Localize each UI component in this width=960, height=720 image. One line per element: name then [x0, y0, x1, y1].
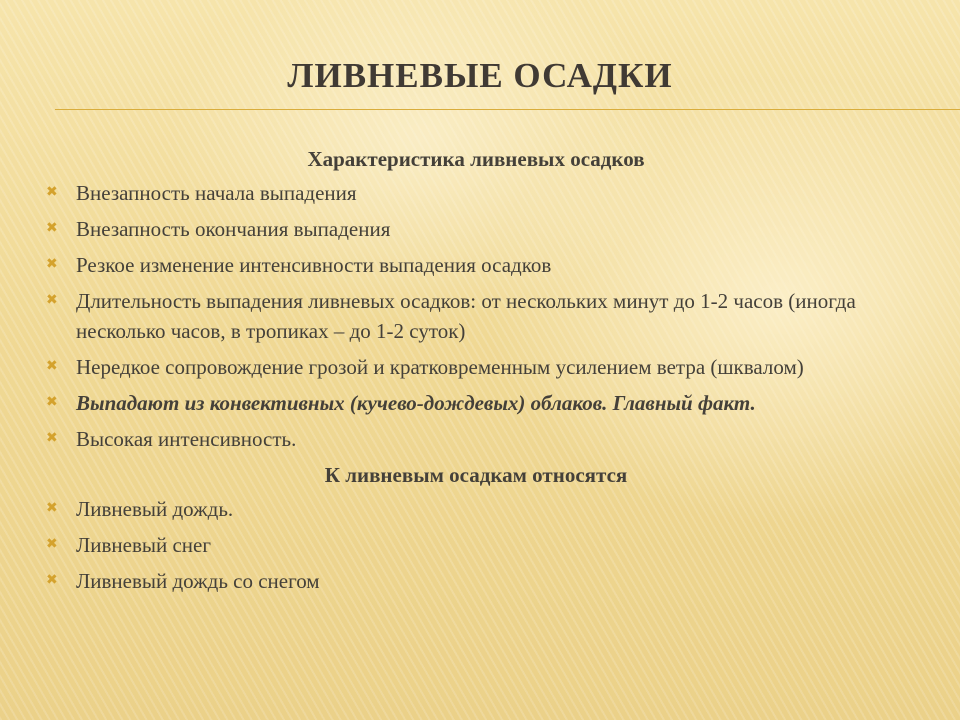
bullet-x-icon: ✖ [46, 257, 58, 272]
bullet-x-icon: ✖ [46, 185, 58, 200]
slide-title: ЛИВНЕВЫЕ ОСАДКИ [287, 56, 673, 95]
bullet-x-icon: ✖ [46, 359, 58, 374]
list-item-text: Ливневый дождь со снегом [76, 569, 320, 593]
bullet-x-icon: ✖ [46, 221, 58, 236]
title-divider [55, 109, 960, 110]
list-item-text: Резкое изменение интенсивности выпадения осадков [76, 253, 552, 277]
list-item-text: Нередкое сопровождение грозой и кратковременным усилением ветра (шквалом) [76, 355, 804, 379]
list-item [46, 388, 906, 418]
list-item [46, 214, 906, 244]
list-item-text: Длительность выпадения ливневых осадков: от нескольких минут до 1-2 часов (иногда несколько часов, в тропиках – до 1-2 суток) [76, 289, 856, 343]
list-item-text: Внезапность начала выпадения [76, 181, 357, 205]
list-item-text: Внезапность окончания выпадения [76, 217, 391, 241]
section-heading-types: К ливневым осадкам относятся [324, 463, 628, 487]
types-list [46, 494, 906, 596]
list-item-text: Ливневый снег [76, 533, 211, 557]
list-item [46, 424, 906, 454]
bullet-x-icon: ✖ [46, 293, 58, 308]
section-heading-characteristics: Характеристика ливневых осадков [307, 147, 645, 171]
list-item [46, 566, 906, 596]
list-item [46, 494, 906, 524]
characteristics-list [46, 178, 906, 454]
list-item-text: Высокая интенсивность. [76, 427, 297, 451]
slide-content [46, 144, 906, 602]
list-item [46, 530, 906, 560]
bullet-x-icon: ✖ [46, 431, 58, 446]
list-item [46, 352, 906, 382]
bullet-x-icon: ✖ [46, 501, 58, 516]
bullet-x-icon: ✖ [46, 395, 58, 410]
list-item [46, 286, 906, 346]
list-item [46, 250, 906, 280]
list-item-text-emphasis: Выпадают из конвективных (кучево-дождевых) облаков. Главный факт. [76, 391, 756, 415]
bullet-x-icon: ✖ [46, 573, 58, 588]
bullet-x-icon: ✖ [46, 537, 58, 552]
list-item-text: Ливневый дождь. [76, 497, 234, 521]
list-item [46, 178, 906, 208]
